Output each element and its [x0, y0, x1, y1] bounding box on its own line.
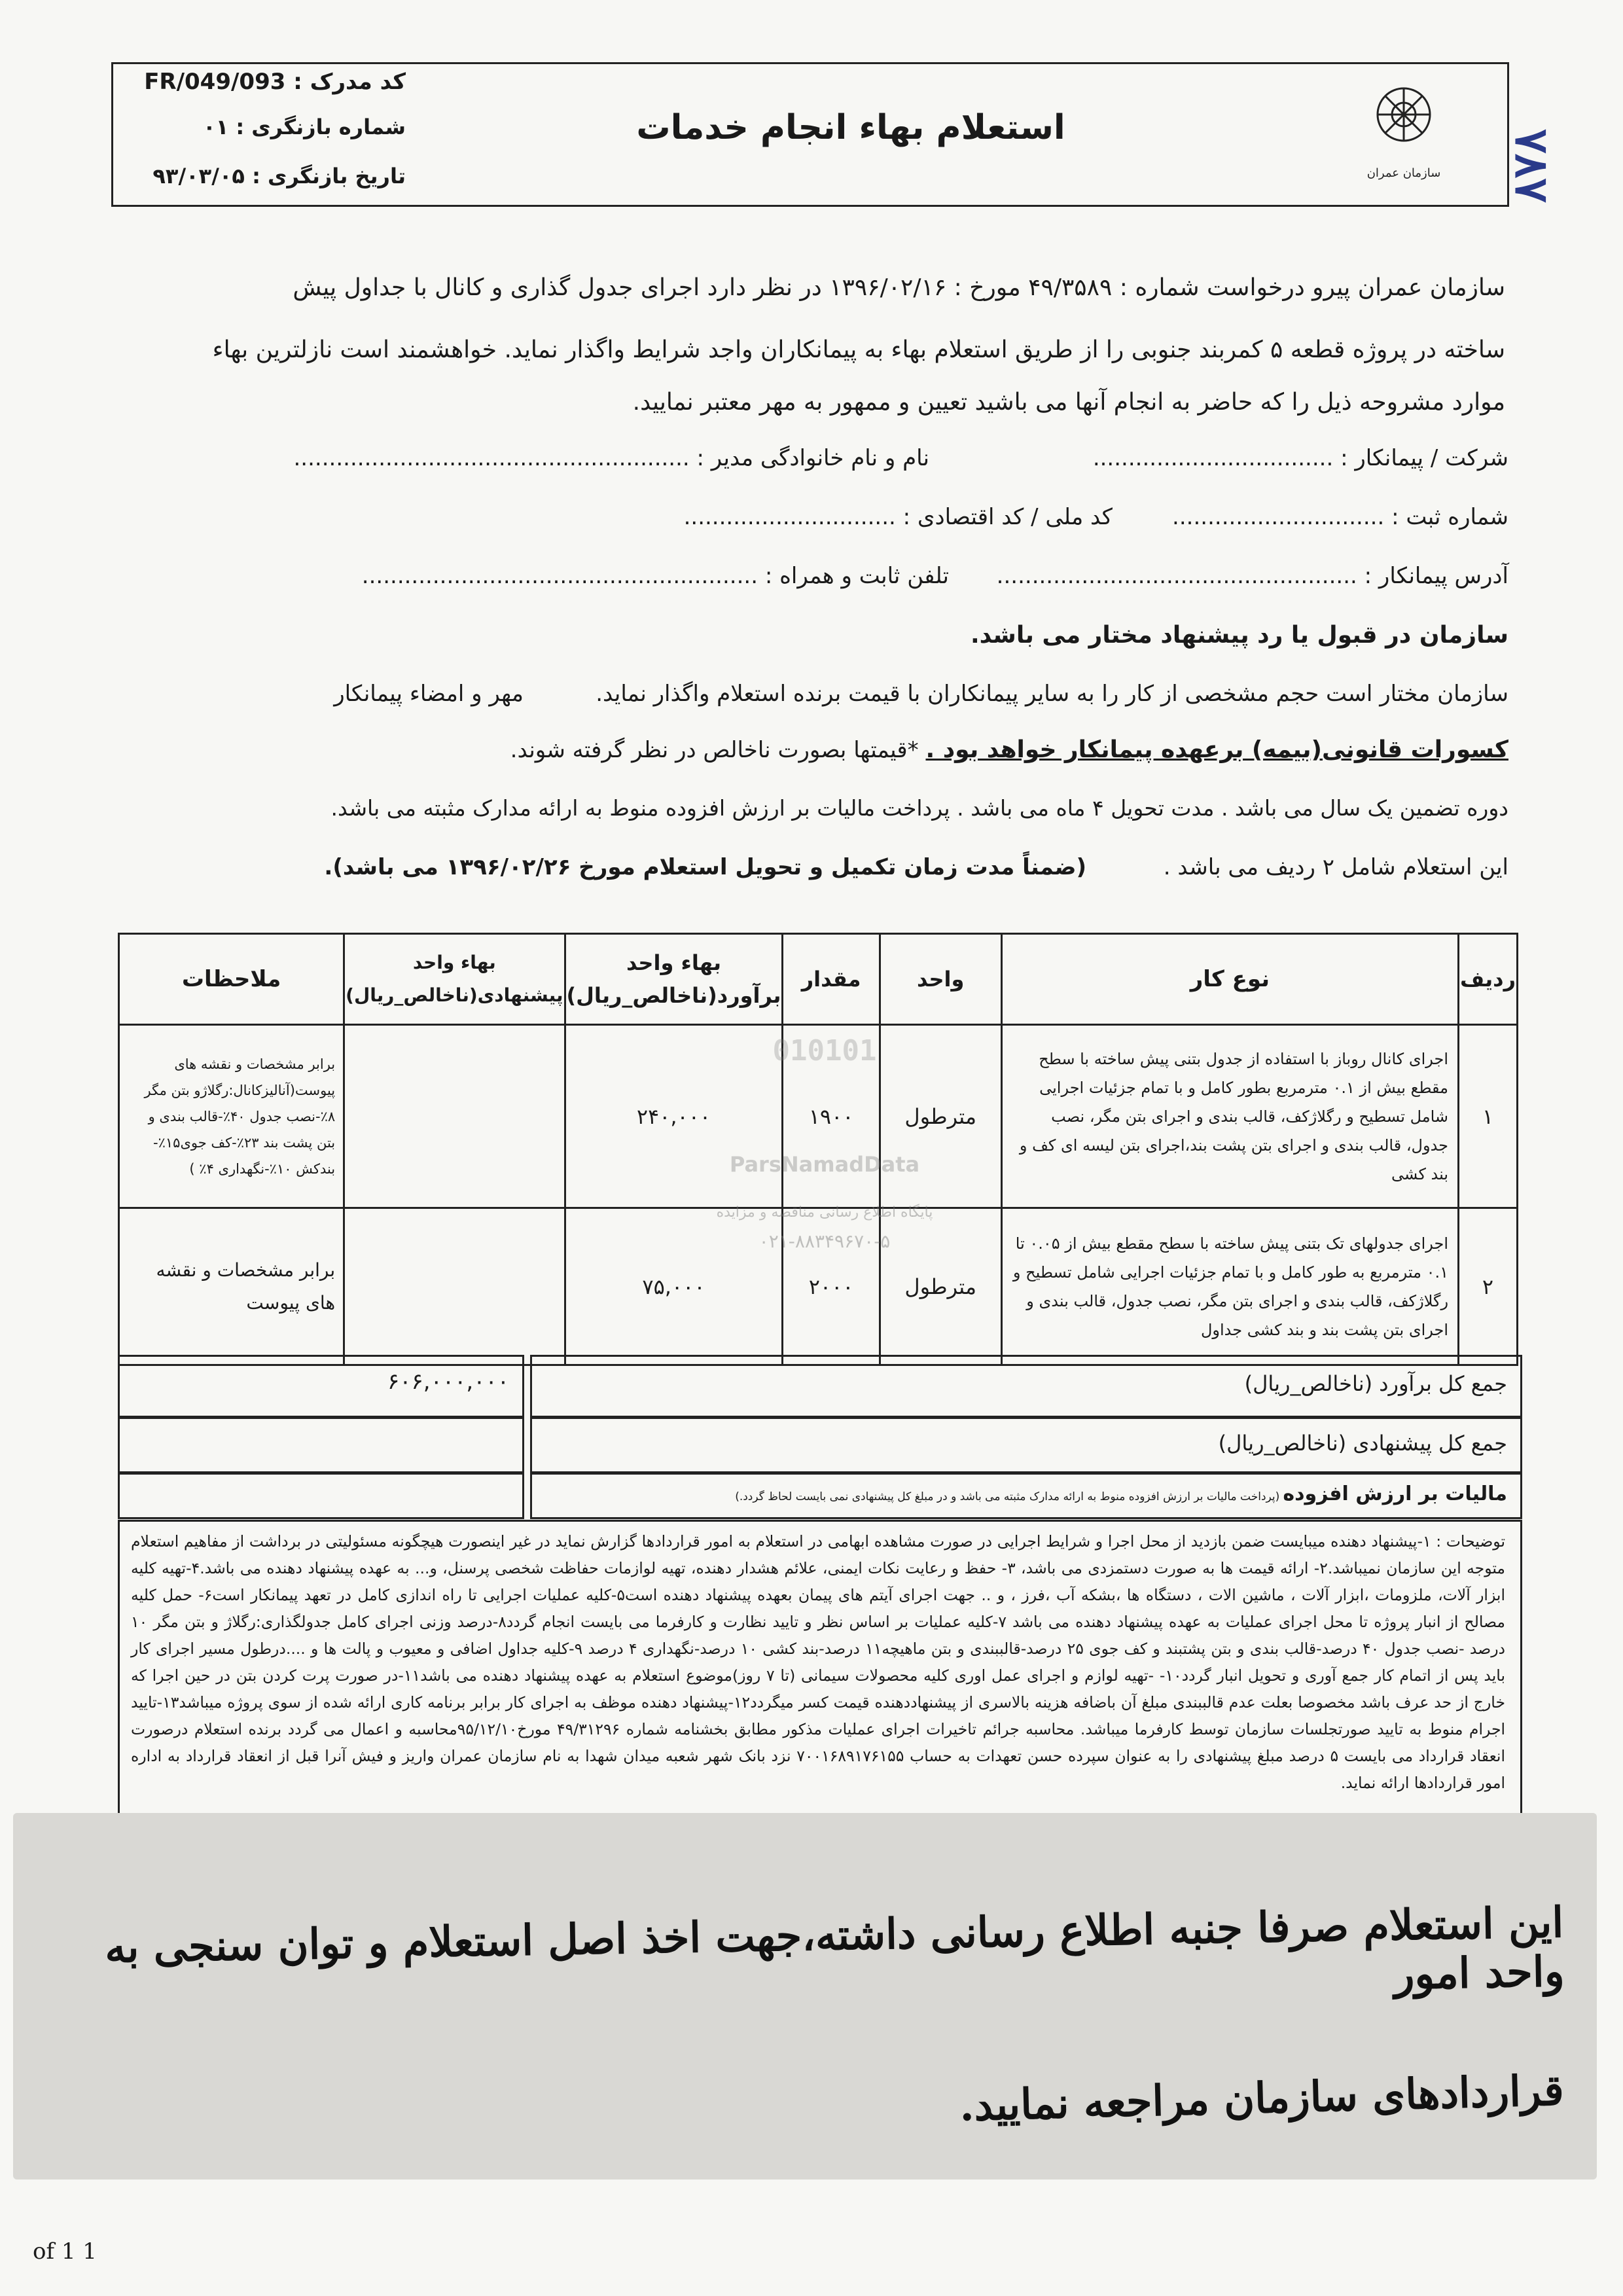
handwritten-number: [1502, 115, 1590, 232]
organization-logo: [1364, 79, 1443, 190]
proposed-total-input[interactable]: [118, 1417, 524, 1473]
document-code: کد مدرک : FR/049/093: [144, 69, 406, 95]
header-proposed: [344, 934, 565, 1025]
notes-text: توضیحات : ۱-پیشنهاد دهنده میبایست ضمن بازدید از محل اجرا و شرایط اجرایی در صورت مشاهده ابهامی در استعلام به امور قراردادها گزارش نماید در غیر اینصورت هیچگونه مسئولیتی در برداشت از مفاهیم استعلام متوجه این سازمان نمیباشد.۲- ارائه قیمت ها به صورت دستمزدی می باشد، ۳- حفظ و رعایت نکات ایمنی، علائم هشدار دهنده، تهیه لوازمات حفاظت شخصی پرسنل، و... به عهده پیشنهاد دهنده می باشد.۴-تهیه کلیه ابزار آلات، ملزومات ،ابزار آلات ، ماشین الات ، دستگاه ها ،بشکه آب ،فرز ، و .. جهت اجرای آیتم های پیمان بعهده پیشنهاد دهنده است۵-کلیه عملیات اجرایی تا راه اندازی کامل در تعهد پیمانکار است۶- حمل کلیه مصالح از انبار پروژه تا محل اجرای عملیات به عهده پیشنهاد دهنده می باشد ۷-کلیه عملیات بر اساس نظر و تایید نظارت و کارفرما می بایست انجام گردد۸-درصد وزنی اجرای کامل جدولگذاری:رگلاژ و بتن مگر ۱۰ درصد -نصب جدول ۴۰ درصد-قالب بندی و بتن پشتبند و کف جوی ۲۵ درصد-قالببندی و بتن ماهیچه۱۱ درصد-بند کشی ۱۰ درصد-نگهداری ۴ درصد ۹-کلیه جداول اضافی و معیوب و پالت ها و ....درطول مسیر اجرای کار باید پس از اتمام کار جمع آوری و تحویل انبار گردد۱۰- -تهیه لوازم و اجرای عمل اوری کلیه محصولات سیمانی (تا ۷ روز)موضوع استعلام به عهده پیشنهاد دهنده می باشد۱۱-در صورت پرت کردن بتن در حین اجرا که خارج از حد عرف باشد مخصوصا بعلت عدم قالببندی مبلغ آن باضافه هزینه بالاسری از پیشنهاددهنده قیمت کسر میگردد۱۲-پیشنهاد دهنده موظف به اجرای کار برابر برنامه کاری ارائه شده از سوی پروژه میباشد۱۳-تایید اجرام منوط به تایید صورتجلسات سازمان توسط کارفرما میباشد. محاسبه جرائم تاخیرات اجرای عملیات مذکور مطابق بخشنامه شماره ۴۹/۳۱۲۹۶ مورخ۹۵/۱۲/۱۰محاسبه و اعمال می گردد برنده استعلام درصورت انعقاد قرارداد می بایست ۵ درصد مبلغ پیشنهادی را به عنوان سپرده حسن تعهدات به حساب ۷۰۰۱۶۸۹۱۷۶۱۵۵ نزد بانک شهر شعبه میدان شهدا به نام سازمان عمران واریز و فیش آنرا قبل از انعقاد قرارداد به اداره امور قراردادها ارائه نماید.: [131, 1532, 1506, 1792]
intro-line-1: سازمان عمران پیرو درخواست شماره : ۴۹/۳۵۸۹ مورخ : ۱۳۹۶/۰۲/۱۶ در نظر دارد اجرای جدول گذاری و کانال با جداول پیش: [293, 274, 1505, 301]
vat-line: [532, 1475, 1520, 1505]
row-number: ۲: [1459, 1208, 1518, 1365]
quantity-cell: ۱۹۰۰: [783, 1025, 880, 1208]
header-proposed-line1: بهاء واحد: [412, 952, 496, 973]
contractor-address-field[interactable]: آدرس پیمانکار : ...................................................: [996, 563, 1508, 589]
estimate-total-label: جمع کل برآورد (ناخالص_ریال): [1244, 1371, 1507, 1396]
watermark-bits: 010101: [772, 1034, 877, 1067]
proposed-price-input[interactable]: [344, 1025, 565, 1208]
handwritten-slip-line-1: این استعلام صرفا جنبه اطلاع رسانی داشته،جهت اخذ اصل استعلام و توان سنجی به واحد امور: [104, 1898, 1565, 2000]
deductions-line: [461, 736, 1508, 763]
unit-cell: مترطول: [880, 1025, 1001, 1208]
accept-reject-clause: سازمان در قبول یا رد پیشنهاد مختار می باشد.: [970, 622, 1508, 649]
stamp-signature-label: مهر و امضاء پیمانکار: [334, 681, 524, 707]
header-proposed-line2: پیشنهادی(ناخالص_ریال): [346, 984, 563, 1006]
registration-number-field[interactable]: شماره ثبت : ..............................: [1172, 504, 1508, 530]
vat-label: مالیات بر ارزش افزوده: [1283, 1482, 1507, 1505]
rows-count-clause: این استعلام شامل ۲ ردیف می باشد .: [1163, 854, 1508, 880]
work-description: اجرای کانال روباز با استفاده از جدول بتنی پیش ساخته با سطح مقطع بیش از ۰.۱ مترمربع بطور کامل و با تمام جزئیات اجرایی شامل تسطیح و رگلاژکف، قالب بندی و اجرای بتن مگر، نصب جدول، قالب بندی و اجرای بتن پشت بند،اجرای بتن لیسه ای کف و بند کشی: [1001, 1025, 1458, 1208]
header-quantity: مقدار: [783, 934, 880, 1025]
header-notes: ملاحظات: [119, 934, 344, 1025]
document-title: استعلام بهاء انجام خدمات: [636, 108, 1065, 147]
estimate-total-label-box: [530, 1355, 1522, 1418]
header-estimate: [565, 934, 783, 1025]
national-code-field[interactable]: کد ملی / کد اقتصادی : ..............................: [683, 504, 1113, 530]
watermark-phone: ۰۲۱-۸۸۳۴۹۶۷۰-۵: [758, 1230, 891, 1252]
watermark-brand: ParsNamadData: [729, 1152, 920, 1177]
work-description: اجرای جدولهای تک بتنی پیش ساخته با سطح مقطع بیش از ۰.۰۵ تا ۰.۱ مترمربع به طور کامل و با تمام جزئیات اجرایی شامل تسطیح و رگلاژکف، قالب بندی و اجرای بتن مگر، نصب جدول، قالب بندی و اجرای بتن پشت بند و بند کشی جداول: [1001, 1208, 1458, 1365]
phone-field[interactable]: تلفن ثابت و همراه : ........................................................: [361, 563, 949, 589]
header-unit: واحد: [880, 934, 1001, 1025]
page-indicator: of 1 1: [33, 2238, 97, 2265]
deductions-clause: کسورات قانونی(بیمه) برعهده پیمانکار خواهد بود .: [925, 736, 1508, 763]
items-table: [118, 933, 1518, 1366]
header-work-type: نوع کار: [1001, 934, 1458, 1025]
contractor-company-field[interactable]: شرکت / پیمانکار : ..................................: [1092, 445, 1508, 471]
vat-label-box: [530, 1473, 1522, 1519]
logo-caption: سازمان عمران: [1366, 166, 1441, 180]
intro-line-2: ساخته در پروژه قطعه ۵ کمربند جنوبی را از طریق استعلام بهاء به پیمانکاران واجد شرایط واگذار نماید. خواهشمند است نازلترین بهاء: [212, 336, 1505, 363]
intro-line-3: موارد مشروحه ذیل را که حاضر به انجام آنها می باشید تعیین و ممهور به مهر معتبر نمایید.: [632, 389, 1505, 416]
proposed-total-label-box: [530, 1417, 1522, 1473]
manager-name-field[interactable]: نام و نام خانوادگی مدیر : ........................................................: [293, 445, 929, 471]
header-row-no: ردیف: [1459, 934, 1518, 1025]
header-estimate-line2: برآورد(ناخالص_ریال): [566, 983, 781, 1008]
row-number: ۱: [1459, 1025, 1518, 1208]
proposed-price-input[interactable]: [344, 1208, 565, 1365]
watermark-caption: پایگاه اطلاع رسانی مناقصه و مزایده: [716, 1204, 933, 1221]
partial-award-clause: سازمان مختار است حجم مشخصی از کار را به سایر پیمانکاران با قیمت برنده استعلام واگذار نماید.: [596, 681, 1508, 707]
handwritten-number-text: ۸۷۸: [1502, 129, 1556, 203]
guarantee-delivery-clause: دوره تضمین یک سال می باشد . مدت تحویل ۴ ماه می باشد . پرداخت مالیات بر ارزش افزوده منوط به ارائه مدارک مثبته می باشد.: [330, 795, 1508, 821]
unit-cell: مترطول: [880, 1208, 1001, 1365]
revision-date: تاریخ بازنگری : ۹۳/۰۳/۰۵: [152, 164, 406, 188]
vat-input[interactable]: [118, 1473, 524, 1519]
header-estimate-line1: بهاء واحد: [626, 950, 721, 975]
revision-number: شماره بازنگری : ۰۱: [203, 115, 406, 139]
estimate-price-cell: ۲۴۰,۰۰۰: [565, 1025, 783, 1208]
estimate-total-value: ۶۰۶,۰۰۰,۰۰۰: [387, 1369, 509, 1395]
estimate-price-cell: ۷۵,۰۰۰: [565, 1208, 783, 1365]
vat-note: (پرداخت مالیات بر ارزش افزوده منوط به ارائه مدارک مثبته می باشد و در مبلغ کل پیشنهادی نمی بایست لحاظ گردد.): [735, 1490, 1280, 1503]
proposed-total-label: جمع کل پیشنهادی (ناخالص_ریال): [1218, 1431, 1507, 1456]
gross-price-note: *قیمتها بصورت ناخالص در نظر گرفته شوند.: [510, 737, 919, 763]
estimate-total-value-box: [118, 1355, 524, 1418]
handwritten-slip-line-2: قراردادهای سازمان مراجعه نمایید.: [959, 2066, 1565, 2131]
deadline-clause: (ضمناً مدت زمان تکمیل و تحویل استعلام مورخ ۱۳۹۶/۰۲/۲۶ می باشد).: [324, 854, 1086, 880]
quantity-cell: ۲۰۰۰: [783, 1208, 880, 1365]
table-header-row: [119, 934, 1518, 1025]
notes-cell: برابر مشخصات و نقشه های پیوست(آنالیزکانال:رگلاژو بتن مگر ۸٪-نصب جدول ۴۰٪-قالب بندی و بتن پشت بند ۲۳٪-کف جوی۱۵٪-بندکش ۱۰٪-نگهداری ۴٪ ): [119, 1025, 344, 1208]
notes-cell: برابر مشخصات و نقشه های پیوست: [119, 1208, 344, 1365]
